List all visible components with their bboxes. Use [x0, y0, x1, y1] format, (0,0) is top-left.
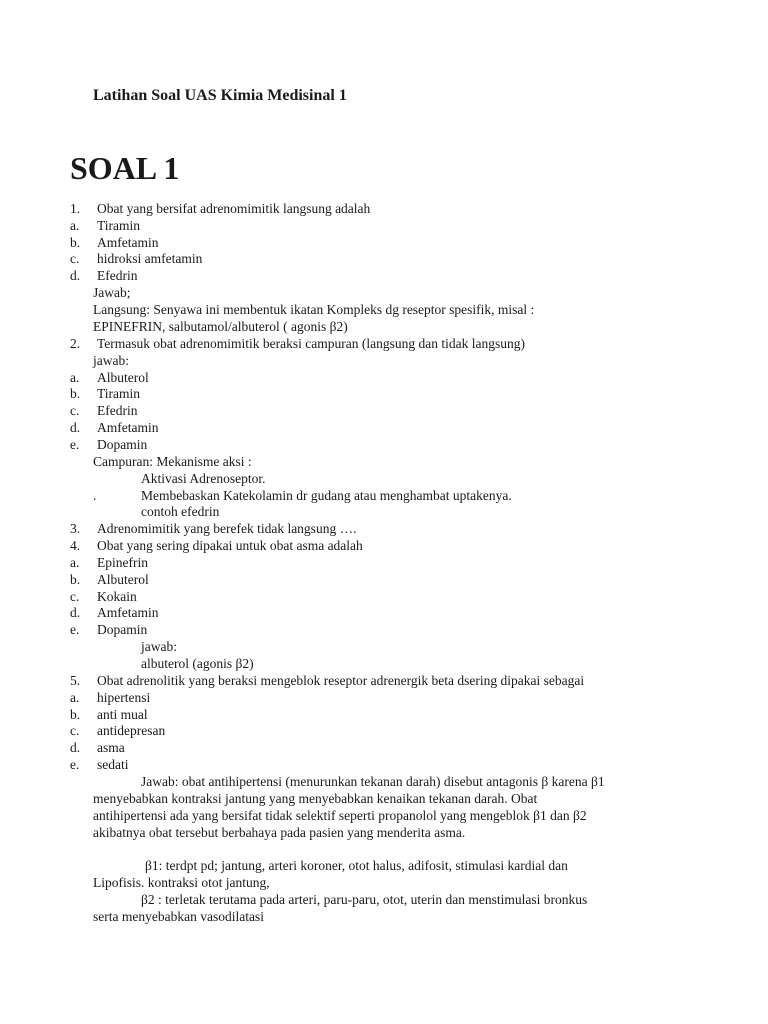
option-c: Efedrin [97, 403, 138, 418]
line-marker: 3. [70, 521, 81, 536]
line-marker: e. [70, 437, 80, 452]
question-2: Termasuk obat adrenomimitik beraksi campuran (langsung dan tidak langsung) [97, 336, 525, 351]
line-marker: b. [70, 572, 81, 587]
line-marker: e. [70, 622, 80, 637]
answer-label: Jawab; [93, 285, 131, 300]
line-marker: c. [70, 403, 80, 418]
line-marker: c. [70, 723, 80, 738]
line-marker: b. [70, 707, 81, 722]
line-marker: d. [70, 420, 81, 435]
answer-text: menyebabkan kontraksi jantung yang menyebabkan kenaikan tekanan darah. Obat [93, 791, 538, 806]
option-a: Tiramin [97, 218, 141, 233]
document-title: Latihan Soal UAS Kimia Medisinal 1 [93, 87, 347, 104]
answer-text: contoh efedrin [141, 504, 220, 519]
option-d: Amfetamin [97, 420, 159, 435]
line-marker: d. [70, 268, 81, 283]
line-marker: e. [70, 757, 80, 772]
answer-text: Aktivasi Adrenoseptor. [141, 471, 266, 486]
beta2-note: β2 : terletak terutama pada arteri, paru-paru, otot, uterin dan menstimulasi bronkus [141, 892, 588, 907]
option-e: Dopamin [97, 437, 148, 452]
line-marker: d. [70, 605, 81, 620]
answer-text: EPINEFRIN, salbutamol/albuterol ( agonis β2) [93, 319, 348, 334]
beta1-note: Lipofisis. kontraksi otot jantung, [93, 875, 270, 890]
line-marker: 1. [70, 201, 81, 216]
line-marker: c. [70, 589, 80, 604]
line-marker: a. [70, 690, 80, 705]
option-b: Albuterol [97, 572, 149, 587]
answer-text: albuterol (agonis β2) [141, 656, 254, 671]
option-c: antidepresan [97, 723, 166, 738]
soal-heading: SOAL 1 [70, 150, 180, 186]
line-marker: c. [70, 251, 80, 266]
line-marker: 2. [70, 336, 81, 351]
beta1-note: β1: terdpt pd; jantung, arteri koroner, otot halus, adifosit, stimulasi kardial dan [145, 858, 568, 873]
option-c: hidroksi amfetamin [97, 251, 203, 266]
line-marker: b. [70, 235, 81, 250]
line-marker: a. [70, 218, 80, 233]
option-c: Kokain [97, 589, 137, 604]
line-marker: a. [70, 555, 80, 570]
line-marker: a. [70, 370, 80, 385]
option-d: asma [97, 740, 125, 755]
line-marker: b. [70, 386, 81, 401]
option-e: Dopamin [97, 622, 148, 637]
beta2-note: serta menyebabkan vasodilatasi [93, 909, 264, 924]
option-a: hipertensi [97, 690, 151, 705]
option-a: Albuterol [97, 370, 149, 385]
line-marker: d. [70, 740, 81, 755]
option-e: sedati [97, 757, 129, 772]
answer-text: Campuran: Mekanisme aksi : [93, 454, 252, 469]
line-marker: 4. [70, 538, 81, 553]
answer-text: antihipertensi ada yang bersifat tidak selektif seperti propanolol yang mengeblok β1 dan β2 [93, 808, 587, 823]
line-marker: . [93, 488, 97, 503]
answer-text: Jawab: obat antihipertensi (menurunkan tekanan darah) disebut antagonis β karena β1 [141, 774, 605, 789]
option-d: Efedrin [97, 268, 138, 283]
option-b: Amfetamin [97, 235, 159, 250]
option-d: Amfetamin [97, 605, 159, 620]
option-b: Tiramin [97, 386, 141, 401]
answer-text: Langsung: Senyawa ini membentuk ikatan Kompleks dg reseptor spesifik, misal : [93, 302, 535, 317]
question-5: Obat adrenolitik yang beraksi mengeblok reseptor adrenergik beta dsering dipakai sebagai [97, 673, 585, 688]
option-a: Epinefrin [97, 555, 148, 570]
answer-text: akibatnya obat tersebut berbahaya pada pasien yang menderita asma. [93, 825, 466, 840]
answer-text: Membebaskan Katekolamin dr gudang atau menghambat uptakenya. [141, 488, 512, 503]
line-marker: 5. [70, 673, 81, 688]
option-b: anti mual [97, 707, 148, 722]
answer-label: jawab: [141, 639, 177, 654]
question-3: Adrenomimitik yang berefek tidak langsung …. [97, 521, 357, 536]
question-1: Obat yang bersifat adrenomimitik langsung adalah [97, 201, 371, 216]
question-4: Obat yang sering dipakai untuk obat asma adalah [97, 538, 363, 553]
answer-label: jawab: [93, 353, 129, 368]
